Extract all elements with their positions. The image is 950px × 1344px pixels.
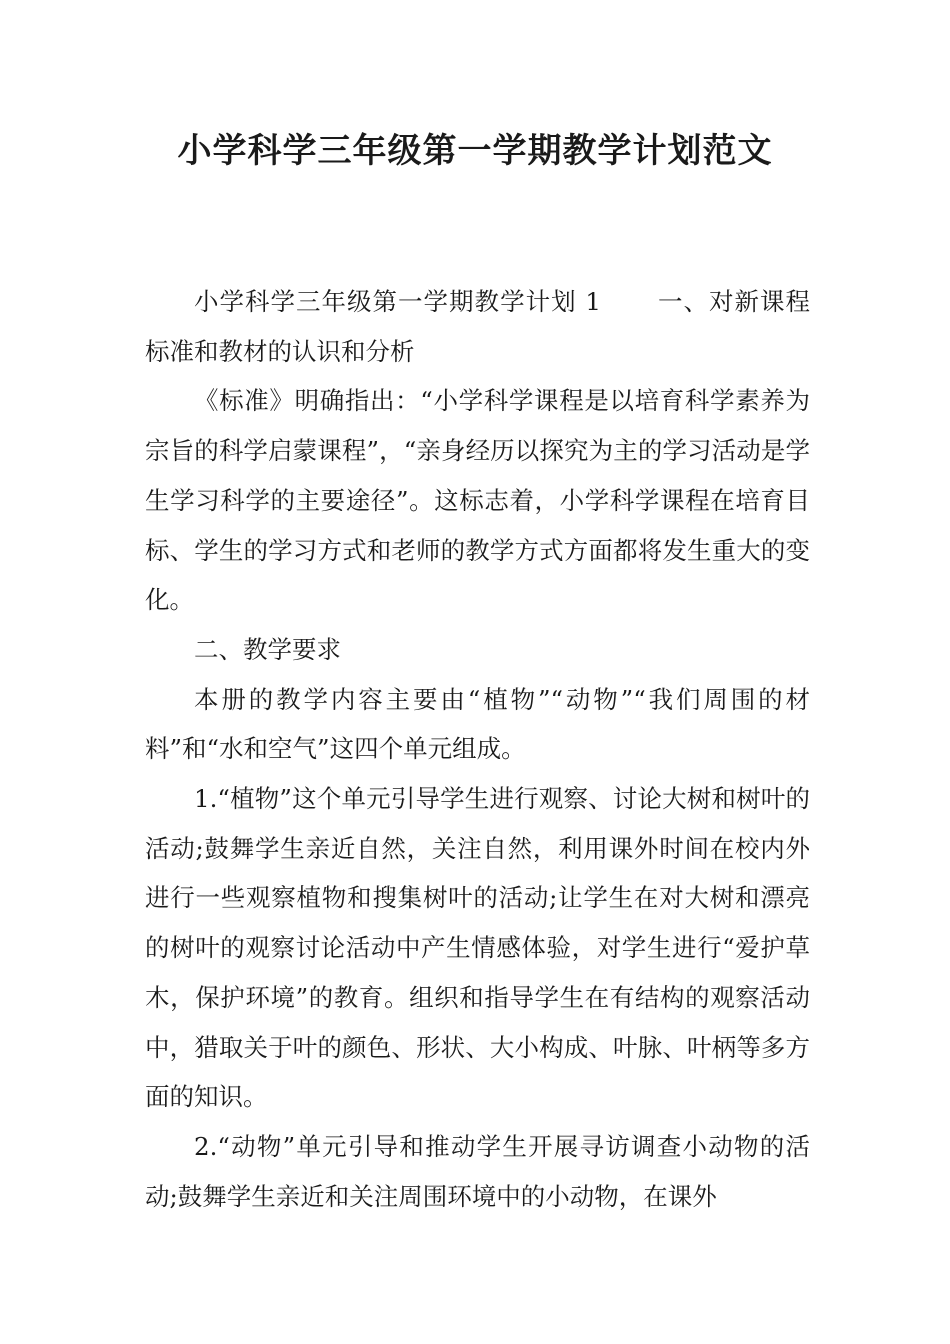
paragraph-animals: 2.“动物”单元引导和推动学生开展寻访调查小动物的活动;鼓舞学生亲近和关注周围环境中的小动物，在课外: [145, 1131, 810, 1211]
section-one-heading: 一、对新课程标准和教材的认识和分析: [145, 287, 811, 366]
paragraph-units: 本册的教学内容主要由“植物”“动物”“我们周围的材料”和“水和空气”这四个单元组成。: [145, 684, 810, 764]
document-body: [145, 277, 810, 1221]
document-title: 小学科学三年级第一学期教学计划范文: [177, 131, 773, 171]
paragraph-standard: 《标准》明确指出：“小学科学课程是以培育科学素养为宗旨的科学启蒙课程”，“亲身经历以探究为主的学习活动是学生学习科学的主要途径”。这标志着，小学科学课程在培育目标、学生的学习方式和老师的教学方式方面都将发生重大的变化。: [145, 386, 810, 615]
plan-heading: 小学科学三年级第一学期教学计划 1: [194, 287, 601, 316]
paragraph-plants: 1.“植物”这个单元引导学生进行观察、讨论大树和树叶的活动;鼓舞学生亲近自然，关注自然，利用课外时间在校内外进行一些观察植物和搜集树叶的活动;让学生在对大树和漂亮的树叶的观察讨论活动中产生情感体验，对学生进行“爱护草木，保护环境”的教育。组织和指导学生在有结构的观察活动中，猎取关于叶的颜色、形状、大小构成、叶脉、叶柄等多方面的知识。: [145, 784, 810, 1112]
section-two-heading: 二、教学要求: [194, 634, 341, 664]
paragraph-intro: [145, 277, 810, 376]
